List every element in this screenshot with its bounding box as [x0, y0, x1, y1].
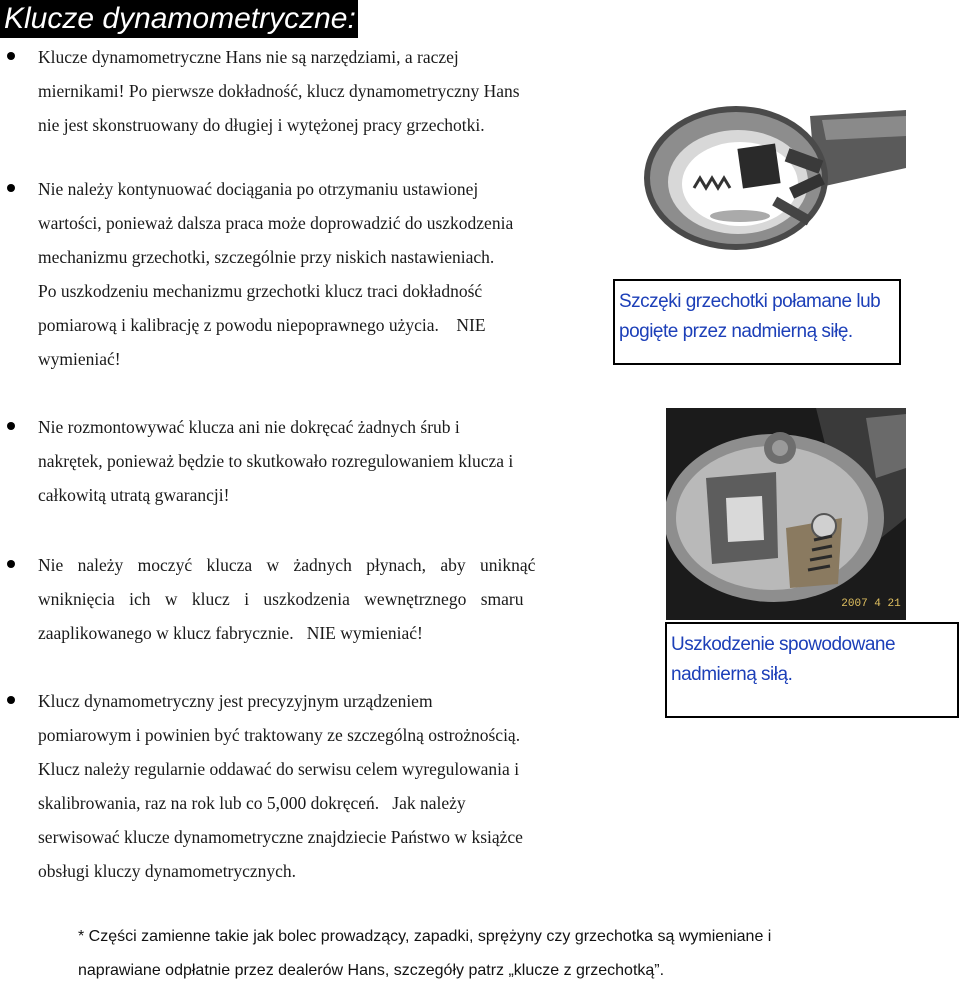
- bullet-dot: [7, 184, 15, 192]
- bullet-dot: [7, 52, 15, 60]
- text-line: wymieniać!: [38, 349, 121, 369]
- text-line: Klucze dynamometryczne Hans nie są narzędziami, a raczej: [38, 47, 459, 67]
- bullet-durability: [38, 40, 578, 142]
- bullet-calibration: [38, 684, 598, 888]
- broken-ratchet-photo: [640, 96, 906, 266]
- caption-line: pogięte przez nadmierną siłę.: [619, 321, 853, 342]
- text-line: skalibrowania, raz na rok lub co 5,000 dokręceń. Jak należy: [38, 793, 466, 813]
- damaged-ratchet-illustration: [666, 408, 906, 620]
- footnote-line: * Części zamienne takie jak bolec prowadzący, zapadki, sprężyny czy grzechotka są wymieniane i: [78, 928, 772, 945]
- page-title: Klucze dynamometryczne:: [0, 0, 358, 38]
- text-line: nakrętek, ponieważ będzie to skutkowało rozregulowaniem klucza i: [38, 451, 514, 471]
- text-line: pomiarową i kalibrację z powodu niepoprawnego użycia. NIE: [38, 315, 486, 335]
- footnote-line: naprawiane odpłatnie przez dealerów Hans, szczegóły patrz „klucze z grzechotką”.: [78, 962, 665, 979]
- text-line: Nie należy kontynuować dociągania po otrzymaniu ustawionej: [38, 179, 479, 199]
- text-line: Nie rozmontowywać klucza ani nie dokręcać żadnych śrub i: [38, 417, 460, 437]
- text-line: obsługi kluczy dynamometrycznych.: [38, 861, 297, 881]
- photo-date-stamp: 2007 4 21: [841, 598, 901, 610]
- caption-line: Szczęki grzechotki połamane lub: [619, 291, 881, 312]
- bullet-disassembly: [38, 410, 578, 512]
- text-line: Klucz należy regularnie oddawać do serwisu celem wyregulowania i: [38, 759, 520, 779]
- text-line: miernikami! Po pierwsze dokładność, klucz dynamometryczny Hans: [38, 81, 520, 101]
- text-line: nie jest skonstruowany do długiej i wytężonej pracy grzechotki.: [38, 115, 485, 135]
- text-line: mechanizmu grzechotki, szczególnie przy niskich nastawieniach.: [38, 247, 495, 267]
- bullet-dot: [7, 422, 15, 430]
- footnote: [78, 920, 771, 988]
- text-line: Nie należy moczyć klucza w żadnych płynach, aby uniknąć: [38, 555, 536, 575]
- caption-broken-jaws: [613, 279, 901, 365]
- text-line: wniknięcia ich w klucz i uszkodzenia wewnętrznego smaru: [38, 589, 524, 609]
- text-line: wartości, ponieważ dalsza praca może doprowadzić do uszkodzenia: [38, 213, 514, 233]
- text-line: serwisować klucze dynamometryczne znajdziecie Państwo w książce: [38, 827, 523, 847]
- text-line: pomiarowym i powinien być traktowany ze szczególną ostrożnością.: [38, 725, 521, 745]
- caption-line: Uszkodzenie spowodowane: [671, 634, 896, 655]
- bullet-overtightening: [38, 172, 578, 376]
- text-line: Po uszkodzeniu mechanizmu grzechotki klucz traci dokładność: [38, 281, 483, 301]
- bullet-dot: [7, 696, 15, 704]
- text-line: całkowitą utratą gwarancji!: [38, 485, 230, 505]
- broken-ratchet-illustration: [640, 96, 906, 266]
- bullet-liquids: [38, 548, 574, 650]
- bullet-dot: [7, 560, 15, 568]
- text-line: Klucz dynamometryczny jest precyzyjnym urządzeniem: [38, 691, 433, 711]
- caption-line: nadmierną siłą.: [671, 664, 793, 685]
- text-line: zaaplikowanego w klucz fabrycznie. NIE wymieniać!: [38, 623, 423, 643]
- caption-damage: [665, 622, 959, 718]
- damaged-ratchet-photo: [666, 408, 906, 620]
